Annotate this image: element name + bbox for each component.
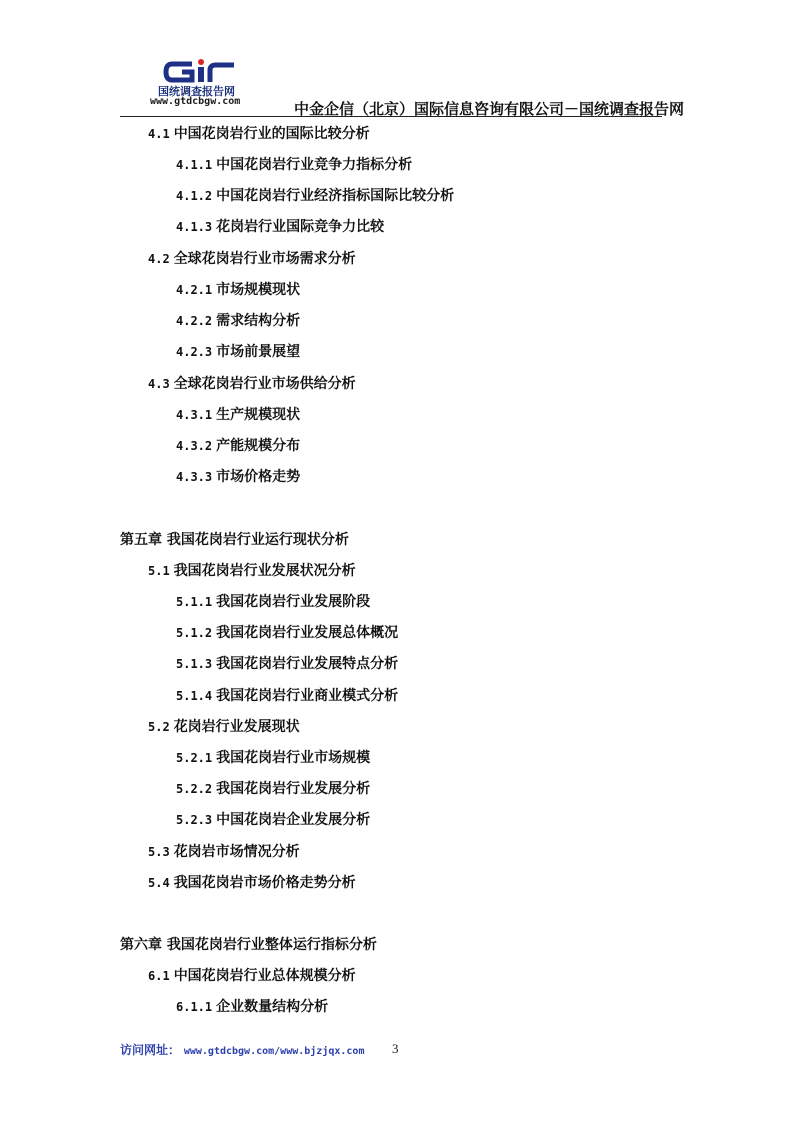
toc-entry xyxy=(148,874,356,892)
toc-entry-title: 我国花岗岩行业发展分析 xyxy=(216,781,371,797)
toc-chapter-heading xyxy=(120,936,377,954)
toc-entry xyxy=(176,187,454,205)
page-number: 3 xyxy=(392,1041,399,1056)
footer-urls-link[interactable]: www.gtdcbgw.com/www.bjzjqx.com xyxy=(183,1046,365,1057)
company-logo xyxy=(152,58,262,108)
toc-entry xyxy=(176,811,370,829)
toc-entry xyxy=(176,687,398,705)
toc-entry xyxy=(176,624,398,642)
toc-entry-number: 5.1.1 xyxy=(176,595,213,609)
footer-label: 访问网址： xyxy=(120,1043,181,1057)
toc-entry xyxy=(148,250,356,268)
toc-entry-title: 我国花岗岩行业发展特点分析 xyxy=(216,656,399,672)
toc-entry xyxy=(148,967,356,985)
toc-entry-title: 全球花岗岩行业市场供给分析 xyxy=(173,376,356,392)
toc-entry-title: 产能规模分布 xyxy=(216,438,301,454)
header-divider xyxy=(120,116,662,117)
toc-entry xyxy=(148,843,300,861)
toc-entry-number: 4.1.1 xyxy=(176,158,213,172)
toc-entry-title: 我国花岗岩行业商业模式分析 xyxy=(216,688,399,704)
toc-entry-number: 4.1 xyxy=(148,127,170,141)
toc-entry-title: 我国花岗岩行业发展阶段 xyxy=(216,594,371,610)
toc-entry xyxy=(176,406,300,424)
toc-entry-number: 5.1.2 xyxy=(176,626,213,640)
toc-entry-number: 4.3.1 xyxy=(176,408,213,422)
toc-entry xyxy=(176,468,300,486)
toc-entry-number: 4.1.2 xyxy=(176,189,213,203)
toc-entry-number: 5.1 xyxy=(148,564,170,578)
toc-entry-title: 花岗岩行业国际竞争力比较 xyxy=(216,219,385,235)
toc-entry xyxy=(176,343,300,361)
toc-entry xyxy=(176,156,412,174)
toc-entry xyxy=(176,749,370,767)
toc-entry xyxy=(176,593,370,611)
toc-entry-number: 4.3.3 xyxy=(176,470,213,484)
toc-entry-title: 中国花岗岩行业的国际比较分析 xyxy=(173,126,370,142)
toc-entry-title: 市场规模现状 xyxy=(216,282,301,298)
toc-entry-title: 我国花岗岩市场价格走势分析 xyxy=(173,875,356,891)
toc-entry-title: 我国花岗岩行业发展状况分析 xyxy=(173,563,356,579)
toc-entry xyxy=(176,437,300,455)
toc-entry-title: 中国花岗岩行业经济指标国际比较分析 xyxy=(216,188,455,204)
toc-entry-title: 花岗岩市场情况分析 xyxy=(173,844,300,860)
toc-entry-number: 4.2 xyxy=(148,252,170,266)
logo-text: 国统调查报告网 xyxy=(158,85,235,98)
logo-url: www.gtdcbgw.com xyxy=(150,96,241,107)
toc-entry xyxy=(176,780,370,798)
toc-entry xyxy=(176,655,398,673)
toc-entry-title: 中国花岗岩行业竞争力指标分析 xyxy=(216,157,413,173)
toc-entry-title: 第六章 我国花岗岩行业整体运行指标分析 xyxy=(120,937,377,953)
toc-entry-title: 花岗岩行业发展现状 xyxy=(173,719,300,735)
toc-chapter-heading xyxy=(120,531,349,549)
toc-entry-number: 4.1.3 xyxy=(176,220,213,234)
toc-entry-title: 第五章 我国花岗岩行业运行现状分析 xyxy=(120,532,349,548)
toc-entry xyxy=(176,312,300,330)
toc-entry-number: 4.2.3 xyxy=(176,345,213,359)
header-company-name: 中金企信（北京）国际信息咨询有限公司－国统调查报告网 xyxy=(294,100,685,118)
toc-entry-title: 全球花岗岩行业市场需求分析 xyxy=(173,251,356,267)
toc-entry-number: 5.1.4 xyxy=(176,689,213,703)
toc-entry xyxy=(176,218,384,236)
toc-entry xyxy=(148,375,356,393)
toc-entry xyxy=(148,125,370,143)
toc-entry-number: 4.3.2 xyxy=(176,439,213,453)
toc-entry-number: 5.3 xyxy=(148,845,170,859)
toc-entry xyxy=(148,562,356,580)
toc-entry xyxy=(176,998,328,1016)
toc-entry-number: 5.2.1 xyxy=(176,751,213,765)
toc-entry-number: 4.2.1 xyxy=(176,283,213,297)
toc-entry-number: 6.1 xyxy=(148,969,170,983)
toc-entry xyxy=(176,281,300,299)
toc-entry-number: 5.2 xyxy=(148,720,170,734)
toc-entry-number: 5.4 xyxy=(148,876,170,890)
toc-entry-title: 市场前景展望 xyxy=(216,344,301,360)
toc-entry-number: 4.2.2 xyxy=(176,314,213,328)
toc-entry-title: 需求结构分析 xyxy=(216,313,301,329)
toc-entry-title: 中国花岗岩行业总体规模分析 xyxy=(173,968,356,984)
toc-entry-number: 5.2.3 xyxy=(176,813,213,827)
toc-entry-title: 企业数量结构分析 xyxy=(216,999,329,1015)
toc-entry-number: 5.1.3 xyxy=(176,657,213,671)
toc-entry xyxy=(148,718,300,736)
toc-entry-title: 市场价格走势 xyxy=(216,469,301,485)
gir-logo-mark xyxy=(162,58,240,86)
toc-entry-title: 我国花岗岩行业发展总体概况 xyxy=(216,625,399,641)
toc-entry-title: 我国花岗岩行业市场规模 xyxy=(216,750,371,766)
toc-entry-number: 5.2.2 xyxy=(176,782,213,796)
toc-entry-number: 4.3 xyxy=(148,377,170,391)
toc-entry-title: 中国花岗岩企业发展分析 xyxy=(216,812,371,828)
footer xyxy=(120,1041,364,1058)
toc-entry-title: 生产规模现状 xyxy=(216,407,301,423)
toc-entry-number: 6.1.1 xyxy=(176,1000,213,1014)
